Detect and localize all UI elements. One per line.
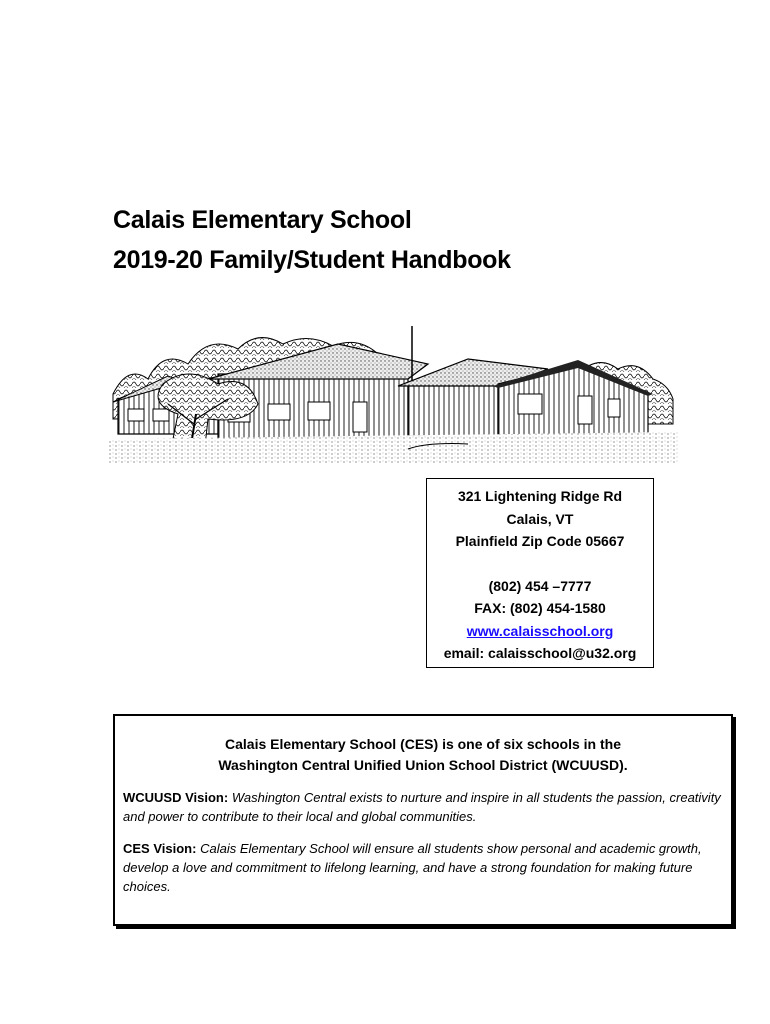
page-title (113, 200, 511, 280)
street-address: 321 Lightening Ridge Rd (457, 488, 623, 504)
ces-vision-text: Calais Elementary School will ensure all students show personal and academic growth, develop a love and commitment to lifelong learning, and have a strong foundation for making future choices. (123, 841, 702, 894)
zip-code: Plainfield Zip Code 05667 (455, 533, 625, 549)
phone-number: (802) 454 –7777 (488, 577, 592, 594)
wcuusd-vision-label: WCUUSD Vision: (123, 790, 229, 805)
district-intro-line1: Calais Elementary School (CES) is one of six schools in the (225, 736, 621, 752)
title-school-name: Calais Elementary School (113, 206, 412, 234)
ces-vision-label: CES Vision: (123, 841, 197, 856)
title-handbook-year: 2019-20 Family/Student Handbook (113, 246, 511, 274)
wcuusd-vision-text: Washington Central exists to nurture and inspire in all students the passion, creativity and power to contribute to their local and global communities. (123, 790, 721, 824)
vision-statement-box (113, 714, 733, 926)
ces-vision (123, 839, 723, 896)
city-state: Calais, VT (506, 510, 574, 527)
district-intro (123, 734, 723, 776)
website-link[interactable]: www.calaisschool.org (466, 622, 614, 639)
district-intro-line2: Washington Central Unified Union School District (WCUUSD). (218, 757, 628, 773)
spacer (427, 553, 653, 575)
wcuusd-vision (123, 788, 723, 826)
contact-info-box (426, 478, 654, 668)
email-address: email: calaisschool@u32.org (443, 645, 637, 661)
fax-number: FAX: (802) 454-1580 (474, 600, 606, 616)
school-building-illustration (108, 324, 678, 464)
